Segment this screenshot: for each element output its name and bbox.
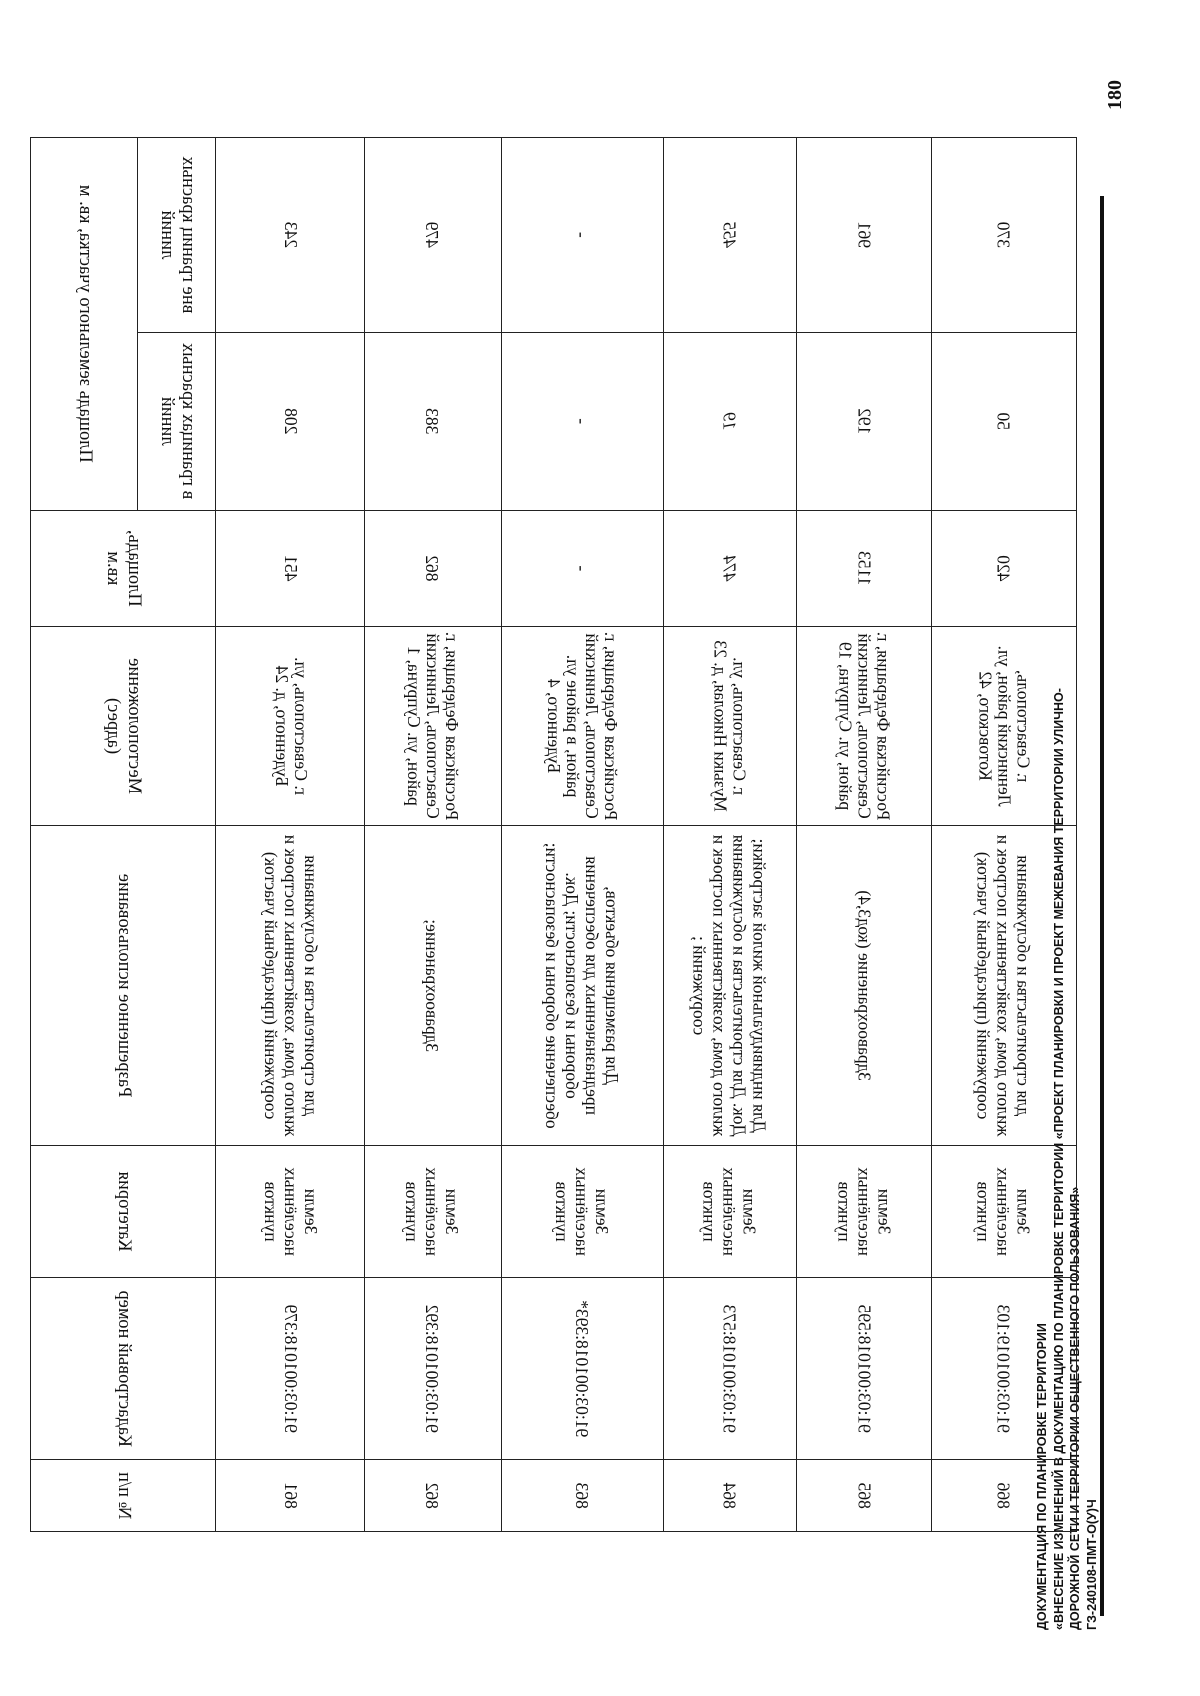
col-header-outside-red-lines: вне границ красных линий — [138, 138, 216, 333]
header-line-4: ГЗ-240108-ПМТ-О(У)Ч — [1084, 1499, 1099, 1630]
col-header-cadastral: Кадастровый номер — [31, 1278, 216, 1460]
col-header-location: Местоположение (адрес) — [31, 626, 216, 825]
cell-inside: 50 — [931, 332, 1076, 510]
cell-category: Земли населённых пунктов — [797, 1146, 932, 1278]
cell-location: Российская Федерация, г. Севастополь, Ленинский район, ул. Супруна, 19 — [797, 626, 932, 825]
col-header-inside-red-lines: в границах красных линий — [138, 332, 216, 510]
table-row — [663, 138, 796, 1532]
table-row — [364, 138, 501, 1532]
col-header-land-area: Площадь земельного участка, кв. м — [31, 138, 138, 511]
cell-num: 862 — [364, 1460, 501, 1532]
table-row — [931, 138, 1076, 1532]
cell-area: 862 — [364, 510, 501, 626]
col-header-area: Площадь, кв.м — [31, 510, 216, 626]
cell-category: Земли населённых пунктов — [663, 1146, 796, 1278]
cell-location: Российская Федерация, г. Севастополь, Ленинский район, в районе ул. Буденного, 4 — [501, 626, 663, 825]
header-line-2: «ВНЕСЕНИЕ ИЗМЕНЕНИЙ В ДОКУМЕНТАЦИЮ ПО ПЛАНИРОВКЕ ТЕРРИТОРИИ «ПРОЕКТ ПЛАНИРОВКИ И ПРОЕКТ МЕЖЕВАНИЯ ТЕРРИТОРИИ УЛИЧНО- — [1051, 688, 1066, 1630]
table-row — [501, 138, 663, 1532]
cell-inside: 208 — [216, 332, 365, 510]
cell-category: Земли населённых пунктов — [501, 1146, 663, 1278]
cell-inside: 383 — [364, 332, 501, 510]
col-header-usage: Разрешенное использование — [31, 826, 216, 1146]
cell-usage: Здравоохранение; — [364, 826, 501, 1146]
cell-area: - — [501, 510, 663, 626]
cell-outside: - — [501, 138, 663, 333]
cell-outside: 243 — [216, 138, 365, 333]
cell-cadastral: 91:03:001018:392 — [364, 1278, 501, 1460]
cell-area: 420 — [931, 510, 1076, 626]
cell-cadastral: 91:03:001019:103 — [931, 1278, 1076, 1460]
cell-area: 474 — [663, 510, 796, 626]
cell-outside: 370 — [931, 138, 1076, 333]
cell-category: Земли населённых пунктов — [931, 1146, 1076, 1278]
cell-inside: 192 — [797, 332, 932, 510]
header-divider — [1100, 196, 1104, 1616]
col-header-category: Категория — [31, 1146, 216, 1278]
header-line-3: ДОРОЖНОЙ СЕТИ И ТЕРРИТОРИИ ОБЩЕСТВЕННОГО ПОЛЬЗОВАНИЯ» — [1068, 1186, 1082, 1630]
cell-category: Земли населённых пунктов — [364, 1146, 501, 1278]
land-plots-table — [30, 137, 1077, 1532]
cell-outside: 961 — [797, 138, 932, 333]
cell-num: 863 — [501, 1460, 663, 1532]
cell-usage: для строительства и обслуживания жилого дома, хозяйственных построек и сооружений (присадебный участок) — [931, 826, 1076, 1146]
cell-location: г. Севастополь, ул. Музыки Николая, д. 23 — [663, 626, 796, 825]
cell-category: Земли населённых пунктов — [216, 1146, 365, 1278]
cell-num: 866 — [931, 1460, 1076, 1532]
cell-location: г. Севастополь, ул. Буденного, д. 24 — [216, 626, 365, 825]
cell-location: Российская Федерация, г. Севастополь, Ленинский район, ул. Супруна, 1 — [364, 626, 501, 825]
table-row — [216, 138, 365, 1532]
col-header-num: № п/п — [31, 1460, 216, 1532]
cell-num: 864 — [663, 1460, 796, 1532]
cell-inside: - — [501, 332, 663, 510]
header-line-1: ДОКУМЕНТАЦИЯ ПО ПЛАНИРОВКЕ ТЕРРИТОРИИ — [1035, 1323, 1049, 1630]
cell-area: 451 — [216, 510, 365, 626]
cell-outside: 479 — [364, 138, 501, 333]
cell-usage: Здравоохранение (код3,4) — [797, 826, 932, 1146]
cell-usage: Для индивидуальной жилой застройки; Док. Для строительства и обслуживания жилого дома, хозяйственных построек и сооружений ; — [663, 826, 796, 1146]
page-number: 180 — [1104, 80, 1126, 110]
cell-num: 865 — [797, 1460, 932, 1532]
cell-cadastral: 91:03:001018:379 — [216, 1278, 365, 1460]
cell-usage: для строительства и обслуживания жилого дома, хозяйственных построек и сооружений (присадебный участок) — [216, 826, 365, 1146]
cell-cadastral: 91:03:001018:573 — [663, 1278, 796, 1460]
cell-area: 1153 — [797, 510, 932, 626]
cell-num: 861 — [216, 1460, 365, 1532]
cell-outside: 455 — [663, 138, 796, 333]
cell-usage: Для размещения объектов, предназначенных для обеспечения обороны и безопасности; Док. обеспечение обороны и безопасности; — [501, 826, 663, 1146]
cell-cadastral: 91:03:001018:595 — [797, 1278, 932, 1460]
cell-cadastral: 91:03:001018:393* — [501, 1278, 663, 1460]
table-row — [797, 138, 932, 1532]
cell-location: г. Севастополь, Ленинский район, ул. Котовского, 42 — [931, 626, 1076, 825]
cell-inside: 19 — [663, 332, 796, 510]
